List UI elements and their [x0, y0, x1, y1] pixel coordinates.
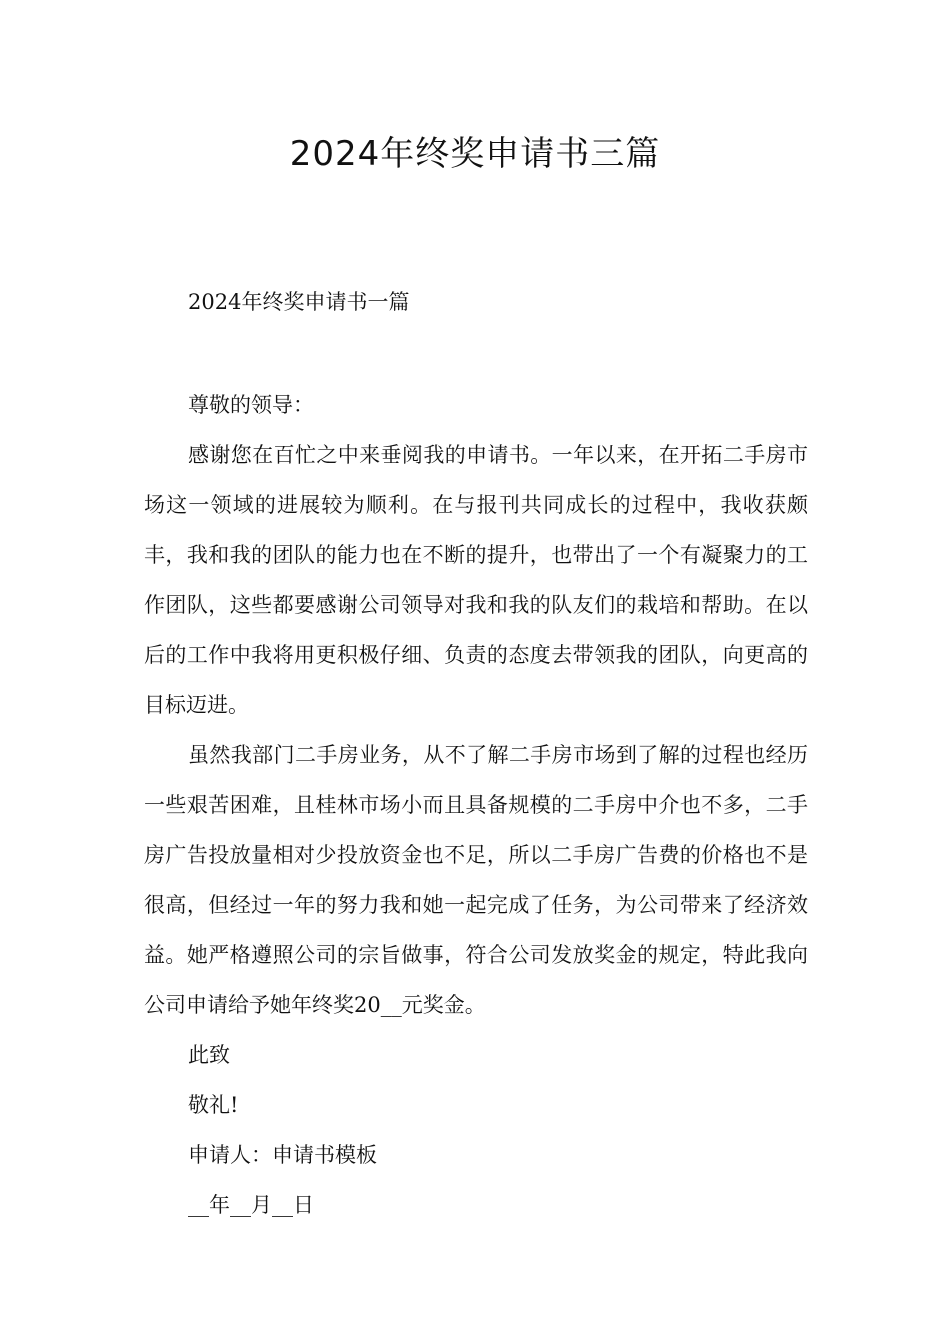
- closing-line-1: 此致: [188, 1043, 230, 1067]
- document-title: 2024年终奖申请书三篇: [289, 134, 661, 174]
- section-heading: 2024年终奖申请书一篇: [188, 290, 410, 314]
- date-line: __年__月__日: [188, 1193, 314, 1217]
- paragraph-1: 感谢您在百忙之中来垂阅我的申请书。一年以来，在开拓二手房市场这一领域的进展较为顺利。在与报刊共同成长的过程中，我收获颇丰，我和我的团队的能力也在不断的提升，也带出了一个有凝聚力的工作团队，这些都要感谢公司领导对我和我的队友们的栽培和帮助。在以后的工作中我将用更积极仔细、负责的态度去带领我的团队，向更高的目标迈进。: [144, 443, 808, 717]
- greeting: 尊敬的领导：: [188, 393, 314, 417]
- paragraph-2: 虽然我部门二手房业务，从不了解二手房市场到了解的过程也经历一些艰苦困难，且桂林市场小而且具备规模的二手房中介也不多，二手房广告投放量相对少投放资金也不足，所以二手房广告费的价格也不是很高，但经过一年的努力我和她一起完成了任务，为公司带来了经济效益。她严格遵照公司的宗旨做事，符合公司发放奖金的规定，特此我向公司申请给予她年终奖20__元奖金。: [144, 743, 808, 1017]
- applicant-signature: 申请人：申请书模板: [188, 1143, 377, 1167]
- letter-body: [144, 380, 808, 1230]
- closing-line-2: 敬礼!: [188, 1093, 239, 1117]
